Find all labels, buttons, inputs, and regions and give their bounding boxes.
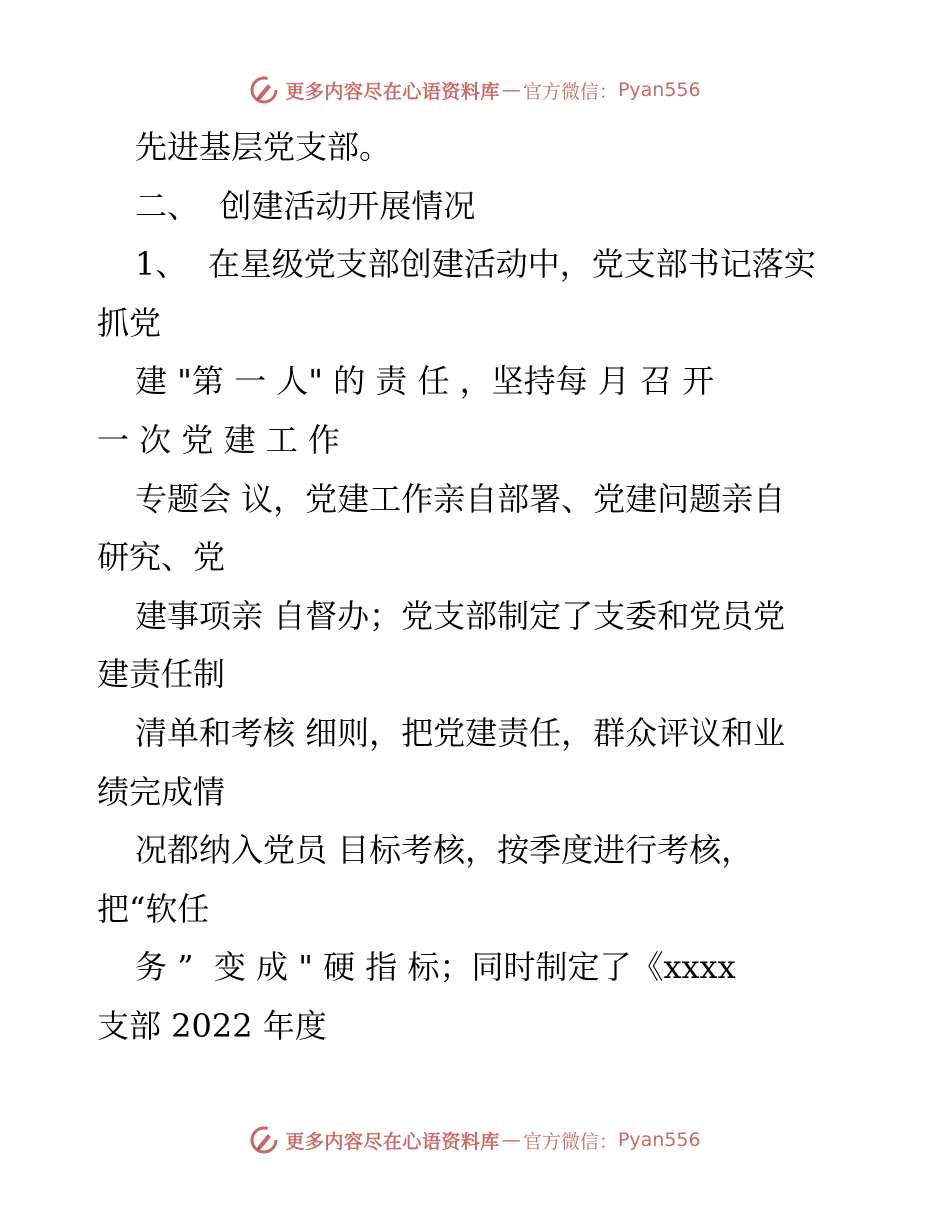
body-line: 绩完成情	[97, 772, 226, 811]
watermark-main-text: 更多内容尽在心语资料库	[285, 80, 500, 103]
document-body	[97, 118, 857, 1056]
section-heading: 二、 创建活动开展情况	[135, 186, 476, 225]
body-line: 建责任制	[97, 655, 226, 694]
body-line: 建事项亲 自督办；党支部制定了支委和党员党	[135, 596, 786, 635]
body-line: 建 "第 一 人" 的 责 任 ，坚持每 月 召 开	[135, 362, 715, 401]
watermark-handle: Pyan556	[617, 79, 701, 101]
body-line: 先进基层党支部。	[135, 128, 392, 166]
watermark-official-label: 官方微信：	[522, 1130, 618, 1153]
watermark-handle: Pyan556	[617, 1129, 701, 1151]
body-line: 清单和考核 细则，把党建责任，群众评议和业	[135, 713, 786, 752]
watermark-dash: —	[501, 1129, 521, 1151]
watermark-dash: —	[501, 79, 521, 101]
body-line: 务 ” 变 成 " 硬 指 标；同时制定了《xxxx	[135, 948, 736, 987]
header-watermark	[0, 70, 950, 110]
footer-watermark	[0, 1120, 950, 1160]
watermark-official-label: 官方微信：	[522, 80, 618, 103]
body-line: 1、 在星级党支部创建活动中，党支部书记落实	[135, 245, 816, 284]
body-line: 况都纳入党员 目标考核，按季度进行考核，	[135, 831, 754, 870]
body-line: 一 次 党 建 工 作	[97, 420, 340, 459]
body-line: 抓党	[97, 303, 162, 342]
body-line: 支部 2022 年度	[97, 1006, 327, 1045]
body-line: 把“软任	[97, 889, 210, 928]
body-line: 专题会 议，党建工作亲自部署、党建问题亲自	[135, 479, 786, 518]
body-line: 研究、党	[97, 538, 226, 577]
watermark-main-text: 更多内容尽在心语资料库	[285, 1130, 500, 1153]
pen-logo-icon	[249, 1125, 279, 1155]
pen-logo-icon	[249, 75, 279, 105]
